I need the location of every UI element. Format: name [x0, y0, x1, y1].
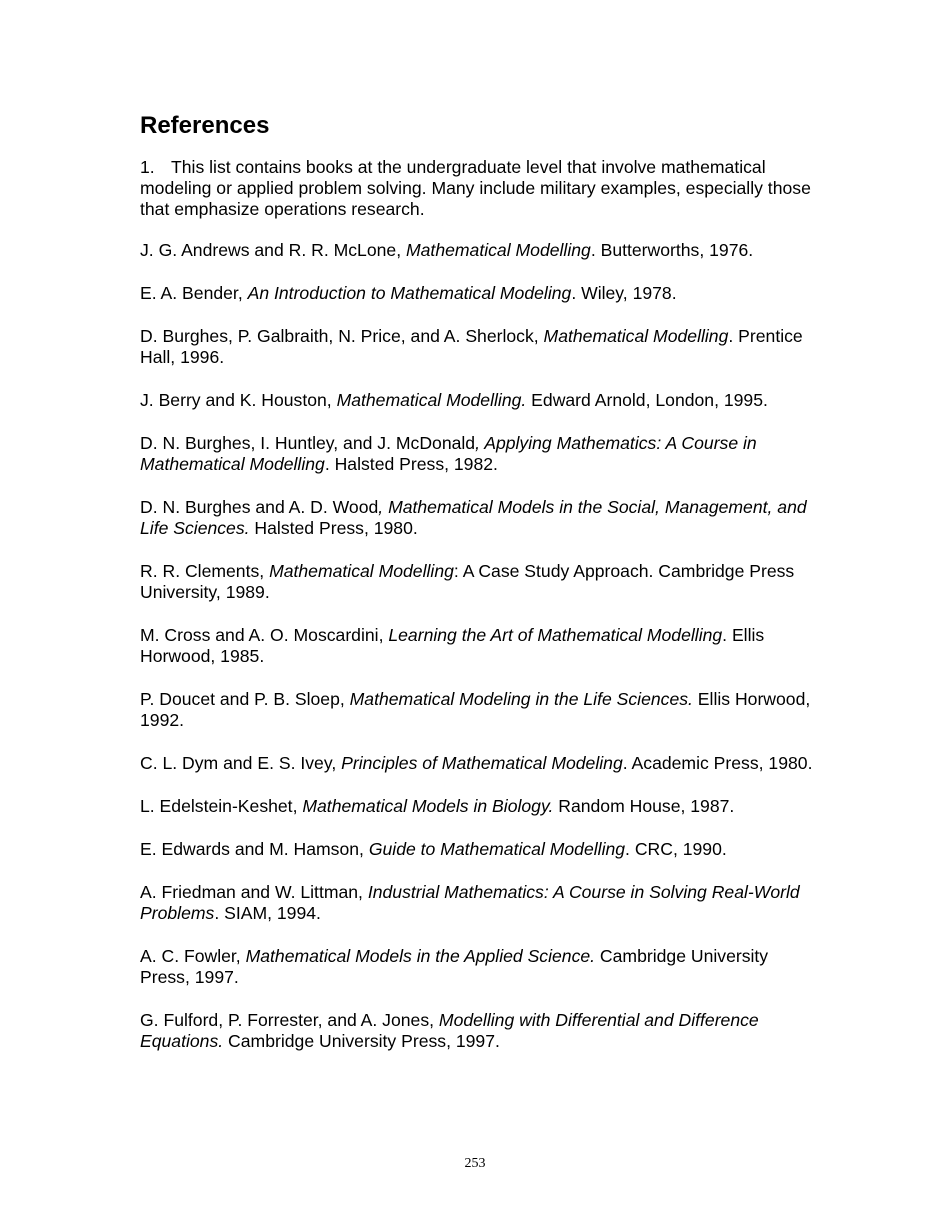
reference-title: Guide to Mathematical Modelling — [368, 839, 626, 859]
references-page — [140, 111, 820, 1074]
reference-title: Principles of Mathematical Modeling — [341, 753, 623, 773]
reference-item — [140, 326, 820, 368]
reference-title: Mathematical Modelling — [269, 561, 454, 581]
intro-text: This list contains books at the undergraduate level that involve mathematical modeling or applied problem solving. Many include military examples, especially those that emphasize operations research. — [140, 157, 811, 219]
reference-publisher: . CRC, 1990. — [625, 839, 727, 859]
reference-item — [140, 796, 820, 817]
reference-item — [140, 390, 820, 411]
reference-title: Learning the Art of Mathematical Modelling — [388, 625, 723, 645]
reference-item — [140, 497, 820, 539]
intro-number: 1. — [140, 157, 155, 177]
reference-title: Mathematical Models in Biology. — [302, 796, 554, 816]
reference-title: Mathematical Modelling — [543, 326, 729, 346]
reference-publisher: . Ellis Horwood, 1985. — [140, 625, 765, 666]
page-number: 253 — [464, 1156, 486, 1171]
reference-title: Industrial Mathematics: A Course in Solving Real-World Problems — [140, 882, 800, 923]
reference-publisher: Random House, 1987. — [553, 796, 735, 816]
reference-title: Mathematical Modelling. — [336, 390, 527, 410]
reference-title: , Mathematical Models in the Social, Management, and Life Sciences. — [140, 497, 807, 538]
page-title: References — [140, 112, 270, 139]
reference-publisher: Edward Arnold, London, 1995. — [526, 390, 768, 410]
reference-publisher: . Halsted Press, 1982. — [324, 454, 498, 474]
reference-item — [140, 839, 820, 860]
reference-authors: D. Burghes, P. Galbraith, N. Price, and A. Sherlock, — [140, 326, 544, 346]
reference-authors: P. Doucet and P. B. Sloep, — [140, 689, 350, 709]
reference-item — [140, 283, 820, 304]
reference-title: Modelling with Differential and Difference Equations. — [140, 1010, 759, 1051]
reference-authors: E. Edwards and M. Hamson, — [140, 839, 369, 859]
reference-item — [140, 882, 820, 924]
reference-authors: A. Friedman and W. Littman, — [140, 882, 368, 902]
reference-authors: D. N. Burghes, I. Huntley, and J. McDonald — [140, 433, 476, 453]
reference-publisher: Cambridge University Press, 1997. — [223, 1031, 500, 1051]
reference-publisher: . Wiley, 1978. — [571, 283, 677, 303]
reference-publisher: Halsted Press, 1980. — [249, 518, 418, 538]
reference-authors: C. L. Dym and E. S. Ivey, — [140, 753, 342, 773]
reference-publisher: . SIAM, 1994. — [214, 903, 321, 923]
reference-authors: E. A. Bender, — [140, 283, 248, 303]
reference-title: Mathematical Models in the Applied Science. — [245, 946, 596, 966]
reference-item — [140, 240, 820, 261]
reference-title: Mathematical Modeling in the Life Sciences. — [349, 689, 693, 709]
reference-title: , Applying Mathematics: A Course in Mathematical Modelling — [140, 433, 757, 474]
reference-authors: D. N. Burghes and A. D. Wood — [140, 497, 379, 517]
reference-authors: A. C. Fowler, — [140, 946, 246, 966]
reference-authors: J. Berry and K. Houston, — [140, 390, 337, 410]
reference-authors: G. Fulford, P. Forrester, and A. Jones, — [140, 1010, 439, 1030]
reference-publisher: . Butterworths, 1976. — [590, 240, 754, 260]
reference-item — [140, 625, 820, 667]
reference-title: Mathematical Modelling — [405, 240, 591, 260]
reference-publisher: : A Case Study Approach. Cambridge Press University, 1989. — [140, 561, 795, 602]
reference-item — [140, 689, 820, 731]
reference-item — [140, 946, 820, 988]
reference-authors: J. G. Andrews and R. R. McLone, — [140, 240, 406, 260]
reference-item — [140, 1010, 820, 1052]
reference-list — [140, 240, 820, 1052]
reference-authors: R. R. Clements, — [140, 561, 270, 581]
reference-authors: M. Cross and A. O. Moscardini, — [140, 625, 389, 645]
reference-item — [140, 561, 820, 603]
reference-item — [140, 753, 820, 774]
reference-item — [140, 433, 820, 475]
intro-paragraph — [140, 157, 820, 220]
reference-title: An Introduction to Mathematical Modeling — [247, 283, 572, 303]
reference-publisher: Ellis Horwood, 1992. — [140, 689, 811, 730]
reference-publisher: Cambridge University Press, 1997. — [140, 946, 769, 987]
reference-authors: L. Edelstein-Keshet, — [140, 796, 303, 816]
reference-publisher: . Academic Press, 1980. — [622, 753, 813, 773]
reference-publisher: . Prentice Hall, 1996. — [140, 326, 803, 367]
